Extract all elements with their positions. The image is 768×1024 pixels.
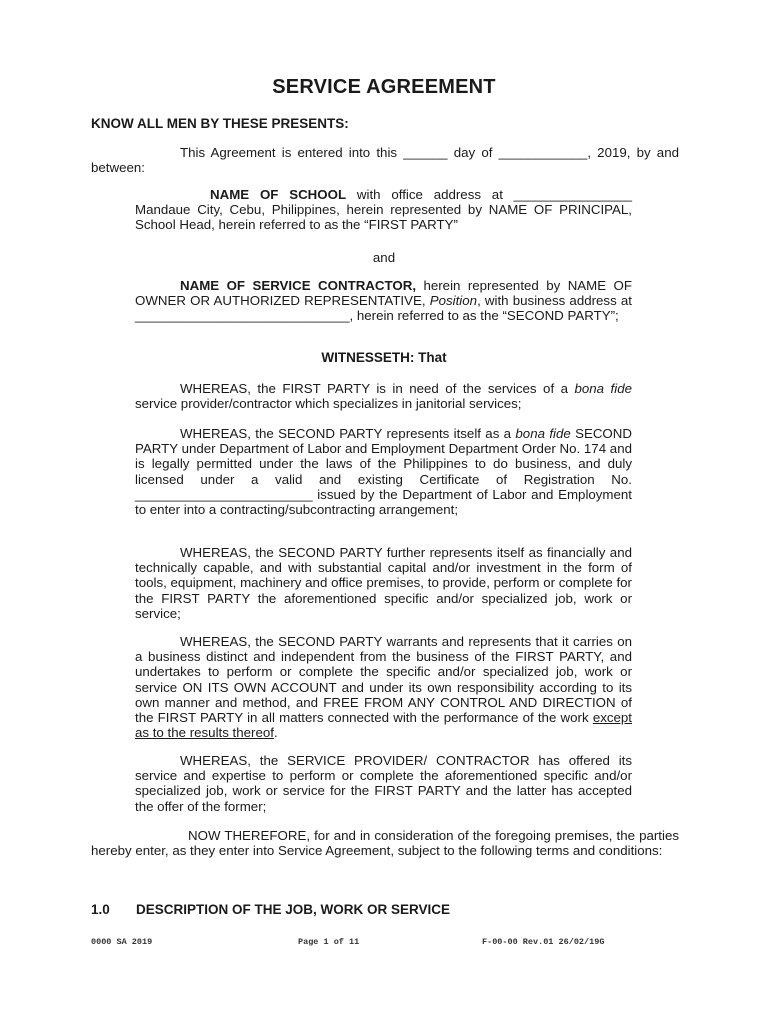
whereas4-text-a: WHEREAS, the SECOND PARTY warrants and represents that it carries on a business distinct and independent from the business of the FIRST PARTY, and undertakes to perform or complete the specific and/or specialized job, work or service ON ITS OWN ACCOUNT and under its own responsibility according to its own manner and method, and FREE FROM ANY CONTROL AND DIRECTION of the FIRST PARTY in all matters connected with the performance of the work xyxy=(135,634,632,726)
whereas2-italic: bona fide xyxy=(515,426,571,441)
witnesseth-heading: WITNESSETH: That xyxy=(321,350,447,365)
section-number: 1.0 xyxy=(91,902,110,917)
second-party-paragraph xyxy=(135,278,632,324)
second-party-name: NAME OF SERVICE CONTRACTOR, xyxy=(180,278,417,293)
whereas1-italic: bona fide xyxy=(574,381,632,396)
first-party-text: with office address at ________________ Mandaue City, Cebu, Philippines, herein represented by NAME OF PRINCIPAL, School Head, herein referred to as the “FIRST PARTY” xyxy=(135,187,633,233)
whereas1-text-a: WHEREAS, the FIRST PARTY is in need of the services of a xyxy=(180,381,575,396)
now-therefore-paragraph xyxy=(91,828,679,858)
document-title: SERVICE AGREEMENT xyxy=(272,76,496,98)
whereas5-text: WHEREAS, the SERVICE PROVIDER/ CONTRACTOR has offered its service and expertise to perform or complete the aforementioned specific and/or specialized job, work or service for the FIRST PARTY and the latter has accepted the offer of the former; xyxy=(135,753,632,814)
whereas-paragraph-3 xyxy=(135,545,632,621)
whereas1-text-b: service provider/contractor which specializes in janitorial services; xyxy=(135,396,522,412)
whereas-paragraph-4 xyxy=(135,634,632,740)
second-party-text-2: , with business address at _____________________________, herein referred to as the “SECOND PARTY”; xyxy=(135,293,632,324)
whereas-paragraph-1 xyxy=(135,381,632,411)
and-separator: and xyxy=(372,250,396,265)
whereas4-underlined: except as to the results thereof xyxy=(135,710,632,741)
whereas-paragraph-5 xyxy=(135,753,632,814)
footer-revision: F-00-00 Rev.01 26/02/19G xyxy=(482,937,605,947)
first-party-name: NAME OF SCHOOL xyxy=(210,187,347,202)
footer-page-number: Page 1 of 11 xyxy=(298,937,360,947)
whereas2-text-a: WHEREAS, the SECOND PARTY represents itself as a xyxy=(180,426,516,441)
whereas3-text: WHEREAS, the SECOND PARTY further represents itself as financially and technically capable, and with substantial capital and/or investment in the form of tools, equipment, machinery and office premises, to provide, perform or complete for the FIRST PARTY the aforementioned specific and/or specialized job, work or service; xyxy=(135,545,632,621)
know-all-heading: KNOW ALL MEN BY THESE PRESENTS: xyxy=(91,116,349,131)
whereas-paragraph-2 xyxy=(135,426,632,517)
now-therefore-text: NOW THEREFORE, for and in consideration of the foregoing premises, the parties hereby enter, as they enter into Service Agreement, subject to the following terms and conditions: xyxy=(91,828,679,859)
intro-paragraph xyxy=(91,145,679,175)
intro-text: This Agreement is entered into this ______ day of ____________, 2019, by and between: xyxy=(91,145,679,176)
whereas2-text-b: SECOND PARTY under Department of Labor and Employment Department Order No. 174 and is legally permitted under the laws of the Philippines to do business, and duly licensed under a valid and existing Certificate of Registration No. ________________________ issued by the Department of Labor and Employment to enter into a contracting/subcontracting arrangement; xyxy=(135,426,632,518)
first-party-paragraph xyxy=(135,187,632,233)
whereas4-text-b: . xyxy=(273,725,278,741)
second-party-position: Position xyxy=(429,293,478,309)
second-party-text-1: herein represented by NAME OF OWNER OR AUTHORIZED REPRESENTATIVE, xyxy=(135,278,632,309)
footer-doc-code: 0000 SA 2019 xyxy=(91,937,153,947)
section-title: DESCRIPTION OF THE JOB, WORK OR SERVICE xyxy=(136,902,451,917)
